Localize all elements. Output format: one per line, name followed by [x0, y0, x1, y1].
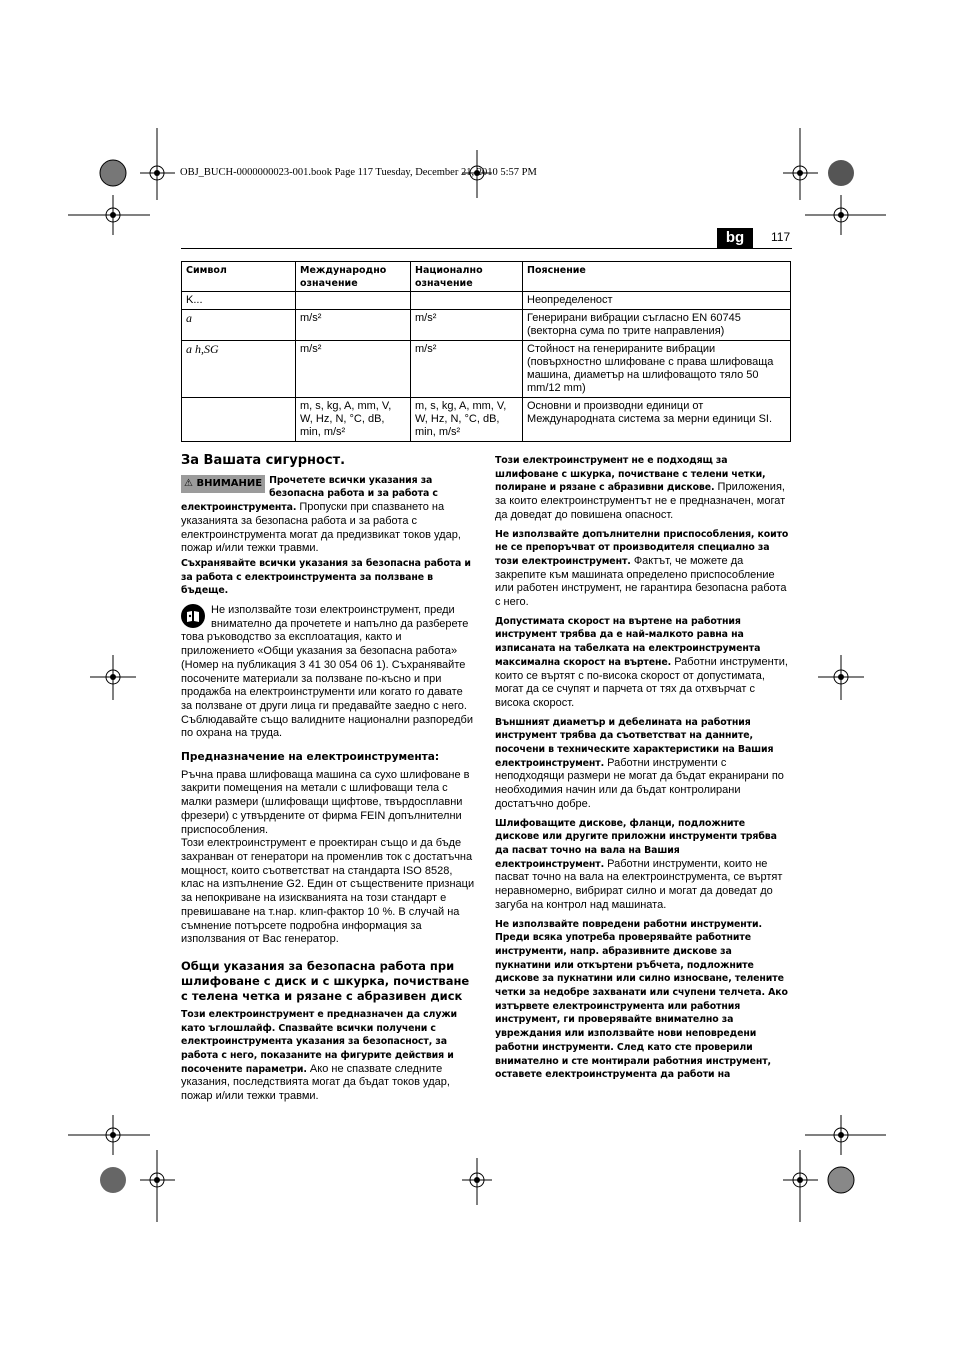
paragraph-bold: Не използвайте повредени работни инструменти. Преди всяка употреба проверявайте работните инструменти, напр. абразивните дискове за пукнатини или откъртени ръбчета, подложните дискове за пукнатини или силно износване, телените четки за недобре захванати или счупени телчета. Ако изтървете електроинструмента или работния инструмент, ги проверявайте внимателно за увреждания или използвайте нови неповредени работни инструменти. След като сте проверили внимателно и сте монтирали работния инструмент, оставете електроинструмента да работи на: [495, 918, 788, 1081]
symbol-table: [181, 261, 791, 442]
keep-instructions-text: Съхранявайте всички указания за безопасна работа и за работа с електроинструмента за ползване в бъдеще.: [181, 557, 471, 597]
paragraph-bold: Не използвайте допълнителни приспособления, които не се препоръчват от производителя специално за този електроинструмент.: [495, 528, 789, 567]
table-row: [182, 398, 791, 442]
language-badge: bg: [717, 228, 753, 248]
left-column: [181, 454, 476, 1104]
warning-text: Пропуски при спазването на указанията за безопасна работа и за работа с електроинструмента могат да предизвикат токов удар, пожар и/или тежки травми.: [181, 501, 461, 555]
table-row: [182, 310, 791, 341]
table-cell: [182, 398, 296, 442]
table-header: Пояснение: [523, 262, 791, 292]
paragraph-bold: Този електроинструмент не е подходящ за шлифоване с шкурка, почистване с телени четки, полиране и рязане с абразивни дискове.: [495, 455, 766, 494]
warning-bold-text: Прочетете всички указания за безопасна работа и за работа с електроинструмента.: [181, 474, 438, 514]
warning-badge: ⚠ ВНИМАНИЕ: [181, 475, 265, 493]
table-cell: a h,SG: [182, 341, 296, 398]
header-rule: [181, 248, 792, 249]
purpose-heading: Предназначение на електроинструмента:: [181, 751, 440, 764]
purpose-text-1: Ръчна права шлифоваща машина са сухо шлифоване в закрити помещения на метали с шлифоващи тела с малки размери (шлифоващи щифтове, твърдосплавни фрезери) с утвърдените от фирма FEIN допълнителни приспособления.: [181, 768, 470, 836]
table-cell: [411, 292, 523, 310]
warning-label: ВНИМАНИЕ: [196, 477, 263, 489]
table-cell: m/s²: [411, 310, 523, 341]
table-cell: [296, 292, 411, 310]
table-header: Национално означение: [411, 262, 523, 292]
table-row: [182, 292, 791, 310]
paragraph-text: Работни инструменти с неподходящи размери не могат да бъдат екранирани по необходимия начин или да бъдат контролирани достатъчно добре.: [495, 756, 784, 810]
table-header: Символ: [182, 262, 296, 292]
national-regulations-text: Съблюдавайте също валидните национални разпоредби по охрана на труда.: [181, 713, 473, 740]
paragraph-text: Работни инструменти, които се въртят с по-висока скорост от допустимата, могат да се счупят и парчета от тях да отхвърчат с висока скорост.: [495, 655, 788, 709]
table-row: [182, 341, 791, 398]
manual-text: Не използвайте този електроинструмент, преди внимателно да прочетете и напълно да разберете това ръководство за експлоатация, както и приложението «Общи указания за безопасна работа» (Номер на публикация 3 41 30 054 06 1). Съхранявайте посочените материали за ползване по-късно и при продажба на електроинструменти или когато го давате за ползване от други лица ги предавайте заедно с него.: [181, 604, 469, 712]
table-cell: m/s²: [411, 341, 523, 398]
table-header-row: [182, 262, 791, 292]
read-manual-icon: [181, 604, 205, 628]
section-heading: За Вашата сигурност.: [181, 453, 346, 468]
table-cell: Неопределеност: [523, 292, 791, 310]
print-info: OBJ_BUCH-0000000023-001.book Page 117 Tuesday, December 21, 2010 5:57 PM: [180, 167, 537, 178]
table-cell: a: [182, 310, 296, 341]
table-cell: m/s²: [296, 341, 411, 398]
table-cell: Генерирани вибрации съгласно EN 60745 (векторна сума по трите направления): [523, 310, 791, 341]
table-cell: K...: [182, 292, 296, 310]
table-header: Международно означение: [296, 262, 411, 292]
paragraph-bold: Външният диаметър и дебелината на работния инструмент трябва да съответстват на данните, посочени в техническите характеристики на Вашия електроинструмент.: [495, 716, 774, 769]
general-text: Ако не спазвате следните указания, последствията могат да бъдат токов удар, пожар и/или тежки травми.: [181, 1062, 450, 1103]
table-cell: m, s, kg, A, mm, V, W, Hz, N, °C, dB, min, m/s²: [411, 398, 523, 442]
table-cell: Основни и производни единици от Международната система за мерни единици SI.: [523, 398, 791, 442]
purpose-text-2: Този електроинструмент е проектиран също и да бъде захранван от генератори на променлив ток с достатъчна мощност, които съответстват на стандарта ISO 8528, клас на изпълнение G2. Един от съществените признаци за непокриване на изискванията на този стандарт е превишаване на т.нар. клип-фактор 10 %. В случай на съмнение потърсете подробна информация за използвания от Вас генератор.: [181, 837, 475, 946]
table-cell: m, s, kg, A, mm, V, W, Hz, N, °C, dB, min, m/s²: [296, 398, 411, 442]
page-number: 117: [771, 230, 791, 244]
paragraph-bold: Допустимата скорост на въртене на работния инструмент трябва да е най-малкото равна на изписаната на табелката на електроинструмента максимална скорост на въртене.: [495, 615, 761, 668]
general-bold-text: Този електроинструмент е предназначен да служи като ъглошлайф. Спазвайте всички получени с електроинструмента указания за безопасност, за работа с него, показаните на фигурите действия и посочените параметри.: [181, 1008, 458, 1075]
paragraph-bold: Шлифоващите дискове, фланци, подложните дискове или другите приложни инструменти трябва да пасват точно на вала на Вашия електроинструмент.: [495, 817, 777, 870]
paragraph-text: Приложения, за които електроинструментът не е предназначен, могат да доведат до повишена опасност.: [495, 481, 786, 521]
table-cell: Стойност на генерираните вибрации (повърхностно шлифоване с права шлифоваща машина, диаметър на шлифоващото тяло 50 mm/12 mm): [523, 341, 791, 398]
general-heading: Общи указания за безопасна работа при шлифоване с диск и с шкурка, почистване с телена четка и рязане с абразивен диск: [181, 958, 470, 1003]
paragraph-text: Работни инструменти, които не пасват точно на вала на електроинструмента, се въртят неравномерно, вибрират силно и могат да доведат до загуба на контрол над машината.: [495, 857, 783, 911]
right-column: [495, 454, 790, 1082]
table-cell: m/s²: [296, 310, 411, 341]
paragraph-text: Фактът, че можете да закрепите към машината определено приспособление или работен инструмент, не гарантира безопасна работа с него.: [495, 554, 787, 609]
